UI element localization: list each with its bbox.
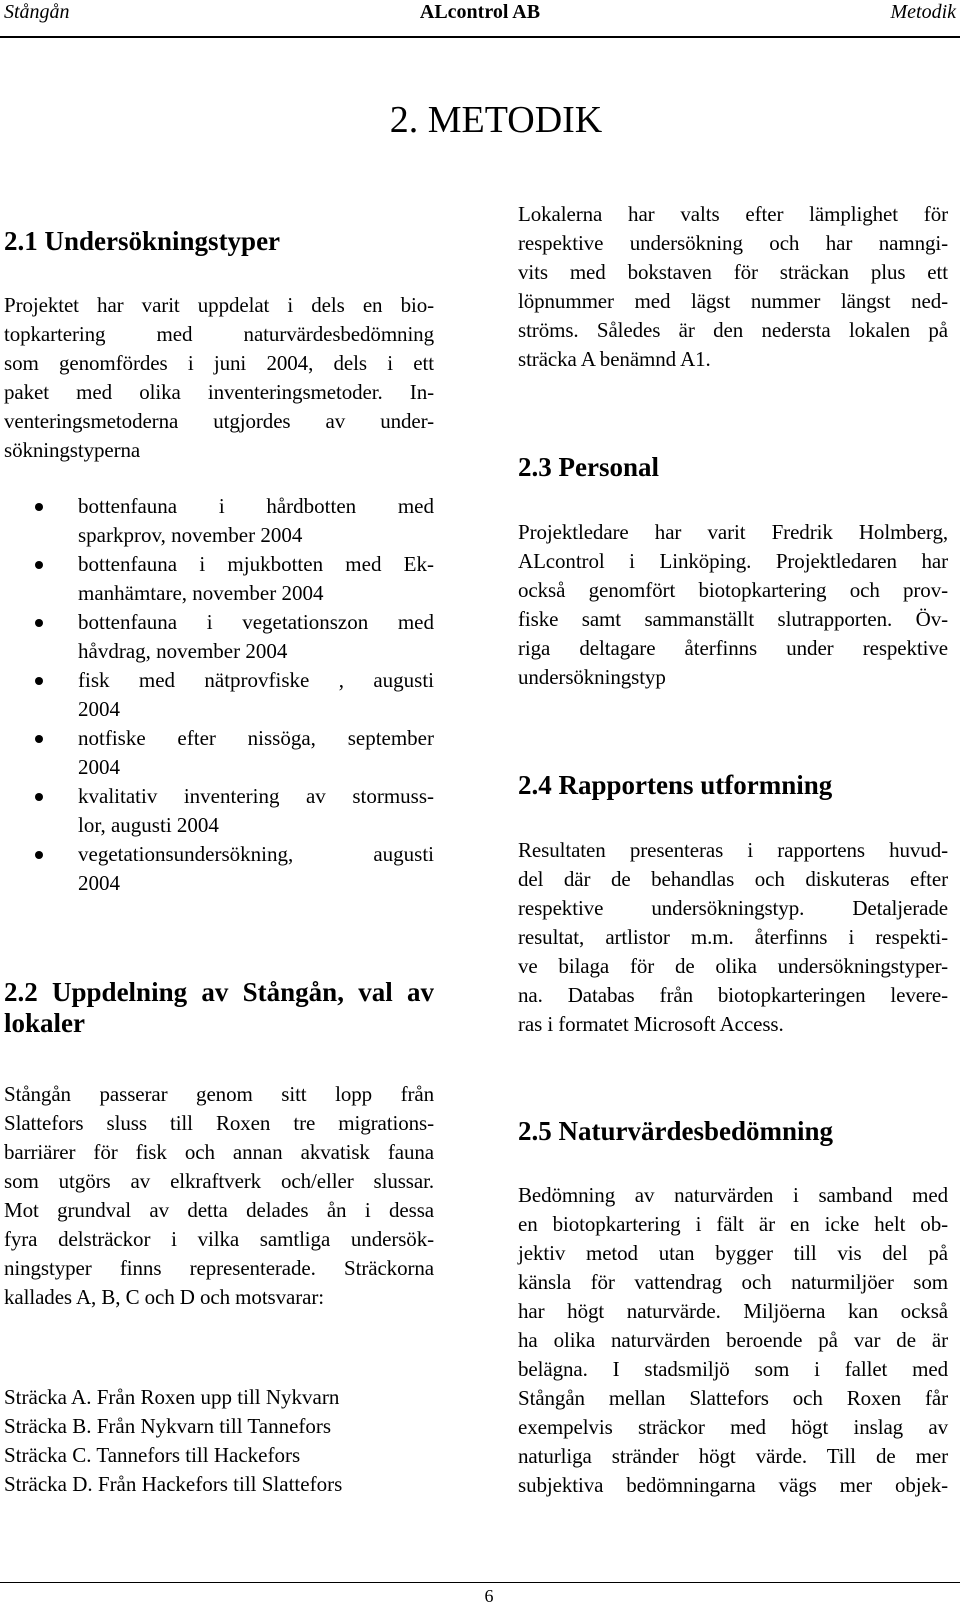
list-item [4,724,434,782]
text-line: en biotopkartering i fält är en icke helt ob- [518,1212,948,1236]
page-number: 6 [484,1586,494,1606]
bullet-icon [35,503,43,511]
list-item [4,608,434,666]
text-line: subjektiva bedömningarna vägs mer objek- [518,1473,948,1497]
text-line: bottenfauna i hårdbotten med [78,494,434,518]
text-line: undersökningstyp [518,665,666,689]
text-line: bottenfauna i vegetationszon med [78,610,434,634]
heading-line: 2.2 Uppdelning av Stångån, val av [4,977,434,1007]
text-line: exempelvis sträckor med högt inslag av [518,1415,948,1439]
header-center: ALcontrol AB [419,1,541,23]
list-item [4,666,434,724]
list-item [4,782,434,840]
section-2-4-heading: 2.4 Rapportens utformning [518,770,833,800]
text-line: topkartering med naturvärdesbedömning [4,322,434,346]
text-line: manhämtare, november 2004 [78,581,324,605]
text-line: Resultaten presenteras i rapportens huvud- [518,838,948,862]
text-line: vits med bokstaven för sträckan plus ett [518,260,948,284]
section-2-2-paragraph [4,1080,434,1312]
text-line: 2004 [78,755,120,779]
stretch-list [4,1383,342,1499]
text-line: barriärer för fisk och annan akvatisk fauna [4,1140,434,1164]
stretch-item: Sträcka B. Från Nykvarn till Tannefors [4,1414,332,1438]
bullet-icon [35,793,43,801]
text-line: del där de behandlas och diskuteras efter [518,867,948,891]
stretch-item: Sträcka C. Tannefors till Hackefors [4,1443,301,1467]
text-line: ve bilaga för de olika undersökningstyper- [518,954,948,978]
text-line: Stångån passerar genom sitt lopp från [4,1082,434,1106]
section-2-2-heading [4,977,434,1039]
text-line: kallades A, B, C och D och motsvarar: [4,1285,324,1309]
text-line: ströms. Således är den nedersta lokalen på [518,318,948,342]
bullet-icon [35,851,43,859]
list-item [4,492,434,550]
page-header [0,0,960,38]
header-left: Stångån [4,1,70,23]
text-line: vegetationsundersökning, augusti [78,842,434,866]
section-2-4-paragraph [518,836,948,1039]
text-line: jektiv metod utan bygger till vis del på [518,1241,948,1265]
heading-line: lokaler [4,1008,85,1038]
bullet-icon [35,561,43,569]
text-line: venteringsmetoderna utgjordes av under- [4,409,434,433]
stretch-item: Sträcka A. Från Roxen upp till Nykvarn [4,1385,340,1409]
text-line: Projektledare har varit Fredrik Holmberg, [518,520,948,544]
section-2-3-paragraph [518,518,948,692]
stretch-item: Sträcka D. Från Hackefors till Slattefors [4,1472,343,1496]
page-footer [0,1582,960,1609]
text-line: naturliga stränder högt värde. Till de mer [518,1444,948,1468]
section-2-5-paragraph [518,1181,948,1500]
text-line: Slattefors sluss till Roxen tre migrations- [4,1111,434,1135]
text-line: känsla för vattendrag och naturmiljöer som [518,1270,948,1294]
text-line: Bedömning av naturvärden i samband med [518,1183,948,1207]
text-line: ALcontrol i Linköping. Projektledaren har [518,549,948,573]
survey-type-list [4,492,434,898]
bullet-icon [35,677,43,685]
text-line: sparkprov, november 2004 [78,523,303,547]
section-2-1-paragraph [4,291,434,465]
text-line: notfiske efter nissöga, september [78,726,434,750]
chapter-title: 2. METODIK [389,99,603,141]
text-line: Projektet har varit uppdelat i dels en bio- [4,293,434,317]
text-line: sträcka A benämnd A1. [518,347,711,371]
site-naming-paragraph [518,200,948,374]
text-line: löpnummer med lägst nummer längst ned- [518,289,948,313]
text-line: som genomfördes i juni 2004, dels i ett [4,351,434,375]
text-line: ras i formatet Microsoft Access. [518,1012,784,1036]
text-line: Mot grundval av detta delades ån i dessa [4,1198,434,1222]
text-line: ningstyper finns representerade. Sträckorna [4,1256,434,1280]
text-line: resultat, artlistor m.m. återfinns i respekti- [518,925,948,949]
text-line: fiske samt sammanställt slutrapporten. Öv- [518,607,948,631]
section-2-1-heading: 2.1 Undersökningstyper [4,226,281,256]
text-line: riga deltagare återfinns under respektive [518,636,948,660]
bullet-icon [35,735,43,743]
list-item [4,840,434,898]
text-line: paket med olika inventeringsmetoder. In- [4,380,434,404]
text-line: också genomfört biotopkartering och prov- [518,578,948,602]
text-line: 2004 [78,697,120,721]
text-line: ha olika naturvärden beroende på var de är [518,1328,948,1352]
list-item [4,550,434,608]
text-line: har högt naturvärde. Miljöerna kan också [518,1299,948,1323]
text-line: 2004 [78,871,120,895]
text-line: lor, augusti 2004 [78,813,219,837]
text-line: belägna. I stadsmiljö som i fallet med [518,1357,948,1381]
section-2-5-heading: 2.5 Naturvärdesbedömning [518,1116,834,1146]
text-line: respektive undersökningstyp. Detaljerade [518,896,948,920]
text-line: fyra delsträckor i vilka samtliga undersök- [4,1227,434,1251]
bullet-icon [35,619,43,627]
text-line: som utgörs av elkraftverk och/eller slussar. [4,1169,434,1193]
text-line: fisk med nätprovfiske , augusti [78,668,434,692]
section-2-3-heading: 2.3 Personal [518,452,659,482]
text-line: Lokalerna har valts efter lämplighet för [518,202,948,226]
text-line: Stångån mellan Slattefors och Roxen får [518,1386,948,1410]
text-line: sökningstyperna [4,438,141,462]
text-line: håvdrag, november 2004 [78,639,288,663]
text-line: na. Databas från biotopkarteringen levere- [518,983,948,1007]
text-line: kvalitativ inventering av stormuss- [78,784,434,808]
header-right: Metodik [890,1,956,23]
text-line: respektive undersökning och har namngi- [518,231,948,255]
text-line: bottenfauna i mjukbotten med Ek- [78,552,434,576]
